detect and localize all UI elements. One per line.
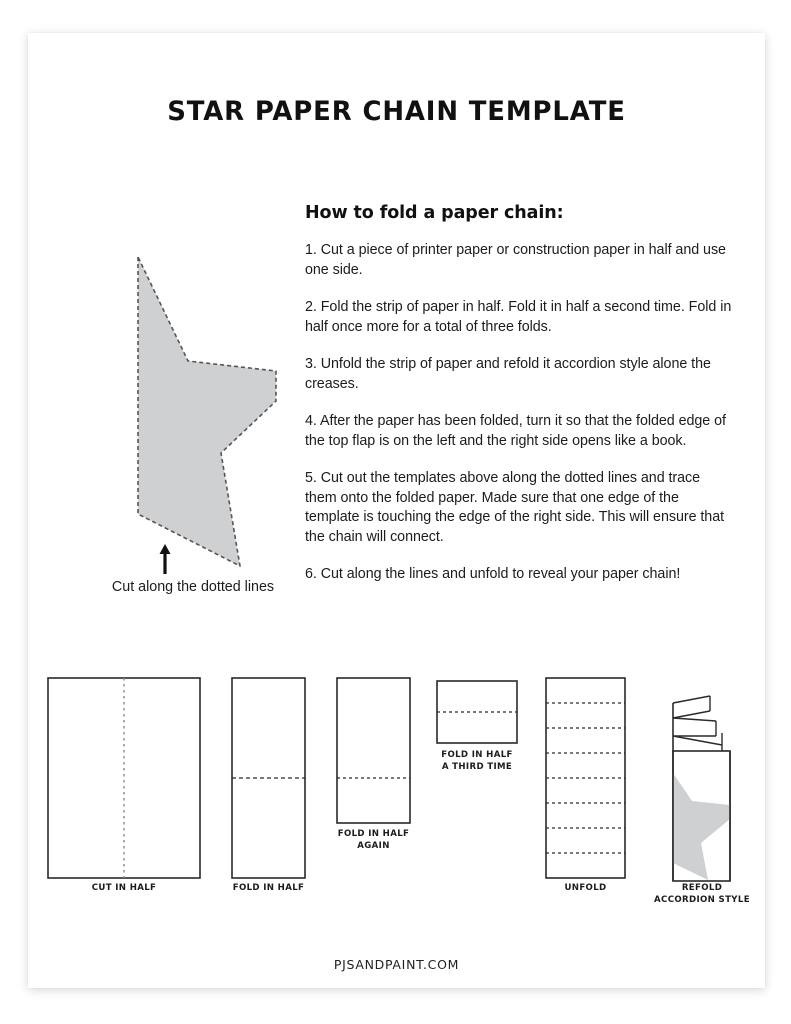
diagram-refold-accordion-style bbox=[673, 696, 730, 881]
caption-fold-in-half-third-line2: A THIRD TIME bbox=[441, 762, 513, 772]
caption-cut-in-half: CUT IN HALF bbox=[91, 883, 157, 893]
diagram-fold-in-half-again bbox=[337, 678, 410, 823]
fold-diagram-row bbox=[28, 633, 765, 933]
caption-fold-in-half: FOLD IN HALF bbox=[232, 883, 305, 893]
instruction-step-2: 2. Fold the strip of paper in half. Fold it in half a second time. Fold in half once more for a total of three folds. bbox=[305, 299, 732, 335]
caption-unfold: UNFOLD bbox=[564, 883, 607, 893]
caption-refold-line1: REFOLD bbox=[681, 883, 723, 893]
star-half-template bbox=[88, 233, 308, 583]
diagram-cut-in-half bbox=[48, 678, 200, 878]
caption-refold-line2: ACCORDION STYLE bbox=[654, 895, 750, 905]
cut-along-dotted-lines-note: Cut along the dotted lines bbox=[111, 579, 275, 595]
diagram-unfold bbox=[546, 678, 625, 878]
printable-sheet bbox=[28, 33, 765, 988]
accordion-fan-icon bbox=[673, 696, 728, 753]
instruction-step-4: 4. After the paper has been folded, turn it so that the folded edge of the top flap is on the left and the right side opens like a book. bbox=[305, 413, 726, 449]
caption-fold-in-half-third-line1: FOLD IN HALF bbox=[441, 750, 513, 760]
instruction-step-1: 1. Cut a piece of printer paper or construction paper in half and use one side. bbox=[305, 242, 726, 278]
diagram-fold-in-half bbox=[232, 678, 305, 878]
up-arrow-icon bbox=[160, 544, 171, 574]
instruction-step-3: 3. Unfold the strip of paper and refold it accordion style alone the creases. bbox=[305, 356, 711, 392]
star-half-shape bbox=[138, 257, 276, 566]
page-title: STAR PAPER CHAIN TEMPLATE bbox=[167, 96, 626, 127]
caption-fold-in-half-again-line1: FOLD IN HALF bbox=[337, 829, 410, 839]
instruction-step-5: 5. Cut out the templates above along the dotted lines and trace them onto the folded paper. Made sure that one edge of the template is touching the edge of the right side. This will ensure that the chain will connect. bbox=[305, 470, 725, 545]
site-footer: PJSANDPAINT.COM bbox=[333, 957, 460, 972]
instructions-panel bbox=[305, 203, 735, 585]
instructions-heading: How to fold a paper chain: bbox=[305, 203, 564, 223]
instruction-step-6: 6. Cut along the lines and unfold to reveal your paper chain! bbox=[305, 566, 681, 582]
diagram-fold-in-half-third-time bbox=[437, 681, 517, 743]
caption-fold-in-half-again-line2: AGAIN bbox=[357, 841, 390, 851]
